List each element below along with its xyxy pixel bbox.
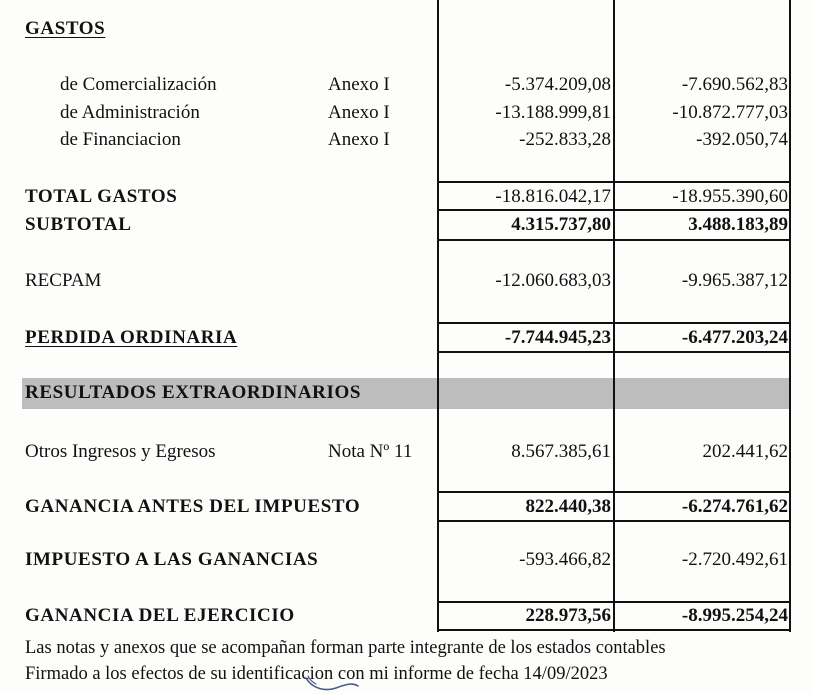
column-rule-right: [789, 0, 791, 632]
gastos-item-value-prior: -392.050,74: [696, 129, 788, 150]
gastos-item-value-prior: -7.690.562,83: [681, 74, 788, 95]
gastos-item-value-prior: -10.872.777,03: [672, 102, 788, 123]
rule-ejercicio-bottom: [437, 629, 791, 631]
rule-ganancia-antes-bottom: [437, 520, 791, 522]
total-gastos-value-prior: -18.955.390,60: [672, 186, 788, 207]
gastos-item-ref: Anexo I: [328, 129, 390, 150]
recpam-label: RECPAM: [25, 270, 102, 291]
perdida-ordinaria-label: PERDIDA ORDINARIA: [25, 327, 238, 348]
column-rule-left: [437, 0, 439, 632]
ganancia-antes-value-current: 822.440,38: [525, 496, 611, 517]
perdida-ordinaria-value-prior: -6.477.203,24: [681, 327, 788, 348]
rule-perdida-bottom: [437, 351, 791, 353]
total-gastos-label: TOTAL GASTOS: [25, 186, 178, 207]
rule-ejercicio-top: [437, 601, 791, 603]
handwritten-signature-mark: [302, 672, 362, 694]
ganancia-ejercicio-value-current: 228.973,56: [525, 605, 611, 626]
otros-ingresos-ref: Nota Nº 11: [328, 441, 413, 462]
otros-ingresos-value-current: 8.567.385,61: [511, 441, 611, 462]
rule-total-gastos-bottom: [437, 209, 791, 211]
gastos-item-value-current: -13.188.999,81: [495, 102, 611, 123]
recpam-value-prior: -9.965.387,12: [681, 270, 788, 291]
impuesto-label: IMPUESTO A LAS GANANCIAS: [25, 549, 319, 570]
rule-perdida-top: [437, 322, 791, 324]
gastos-item-ref: Anexo I: [328, 74, 390, 95]
gastos-item-value-current: -252.833,28: [519, 129, 611, 150]
ganancia-antes-value-prior: -6.274.761,62: [681, 496, 788, 517]
subtotal-value-prior: 3.488.183,89: [688, 214, 788, 235]
recpam-value-current: -12.060.683,03: [495, 270, 611, 291]
total-gastos-value-current: -18.816.042,17: [495, 186, 611, 207]
rule-ganancia-antes-top: [437, 491, 791, 493]
ganancia-antes-label: GANANCIA ANTES DEL IMPUESTO: [25, 496, 361, 517]
impuesto-value-current: -593.466,82: [519, 549, 611, 570]
subtotal-value-current: 4.315.737,80: [511, 214, 611, 235]
otros-ingresos-label: Otros Ingresos y Egresos: [25, 441, 216, 462]
column-rule-middle: [613, 0, 615, 632]
perdida-ordinaria-value-current: -7.744.945,23: [504, 327, 611, 348]
gastos-item-label: de Administración: [60, 102, 200, 123]
rule-subtotal-bottom: [437, 239, 791, 241]
rule-total-gastos-top: [437, 181, 791, 183]
resultados-extraordinarios-heading: RESULTADOS EXTRAORDINARIOS: [25, 382, 362, 403]
gastos-item-ref: Anexo I: [328, 102, 390, 123]
gastos-item-value-current: -5.374.209,08: [504, 74, 611, 95]
ganancia-ejercicio-label: GANANCIA DEL EJERCICIO: [25, 605, 295, 626]
footer-note: Las notas y anexos que se acompañan forman parte integrante de los estados contables: [25, 638, 666, 658]
subtotal-label: SUBTOTAL: [25, 214, 132, 235]
gastos-heading: GASTOS: [25, 18, 106, 39]
gastos-item-label: de Financiacion: [60, 129, 181, 150]
ganancia-ejercicio-value-prior: -8.995.254,24: [681, 605, 788, 626]
footer-signature-note: Firmado a los efectos de su identificacion con mi informe de fecha 14/09/2023: [25, 664, 608, 684]
otros-ingresos-value-prior: 202.441,62: [702, 441, 788, 462]
impuesto-value-prior: -2.720.492,61: [681, 549, 788, 570]
gastos-item-label: de Comercialización: [60, 74, 217, 95]
